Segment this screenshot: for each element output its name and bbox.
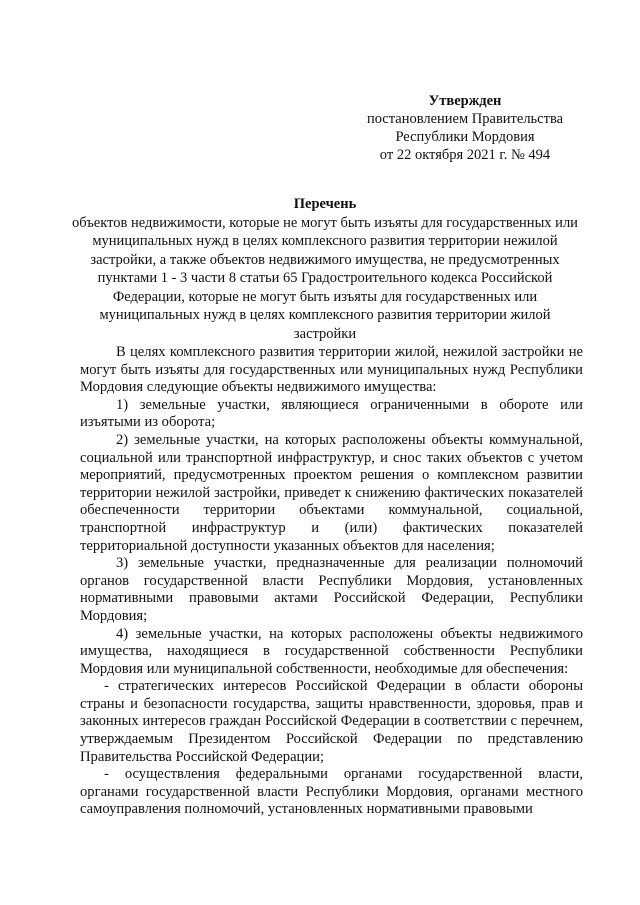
document-body	[80, 344, 583, 819]
approval-line-3: от 22 октября 2021 г. № 494	[379, 147, 551, 163]
dash-2-paragraph: - осуществления федеральными органами государственной власти, органами государственной власти Республики Мордовия, органами местного самоуправления полномочий, установленных нормативными правовыми	[80, 766, 583, 818]
intro-paragraph: В целях комплексного развития территории жилой, нежилой застройки не могут быть изъяты для государственных или муниципальных нужд Республики Мордовия следующие объекты недвижимого имущества:	[80, 344, 583, 396]
list-heading: Перечень	[293, 196, 357, 212]
dash-1-paragraph: - стратегических интересов Российской Федерации в области обороны страны и безопасности государства, защиты нравственности, здоровья, прав и законных интересов граждан Российской Федерации в соответствии с перечнем, утверждаемым Президентом Российской Федерации по представлению Правительства Российской Федерации;	[80, 678, 583, 765]
approval-line-2: Республики Мордовия	[395, 129, 535, 145]
approval-title: Утвержден	[428, 93, 502, 109]
approval-line-1: постановлением Правительства	[366, 111, 564, 127]
item-2-paragraph: 2) земельные участки, на которых расположены объекты коммунальной, социальной или транспортной инфраструктур, и снос таких объектов с учетом мероприятий, предусмотренных проектом решения о комплексном развитии территории нежилой застройки, приведет к снижению фактических показателей обеспеченности территории объектами коммунальной, социальной, транспортной инфраструктур и (или) фактических показателей территориальной доступности указанных объектов для населения;	[80, 431, 583, 554]
item-3-paragraph: 3) земельные участки, предназначенные для реализации полномочий органов государственной власти Республики Мордовия, установленных нормативными правовыми актами Российской Федерации, Республики Мордовия;	[80, 555, 583, 624]
item-1-paragraph: 1) земельные участки, являющиеся ограниченными в обороте или изъятыми из оборота;	[80, 396, 583, 431]
item-4-paragraph: 4) земельные участки, на которых расположены объекты недвижимого имущества, находящиеся в государственной собственности Республики Мордовия или муниципальной собственности, необходимые для обеспечения:	[80, 625, 583, 677]
list-subtitle: объектов недвижимости, которые не могут быть изъяты для государственных или муниципальных нужд в целях комплексного развития территории нежилой застройки, а также объектов недвижимого имущества, не предусмотренных пунктами 1 - 3 части 8 статьи 65 Градостроительного кодекса Российской Федерации, которые не могут быть изъяты для государственных или муниципальных нужд в целях комплексного развития территории жилой застройки	[72, 214, 578, 342]
approval-block	[340, 92, 590, 164]
list-title-block	[70, 195, 580, 343]
